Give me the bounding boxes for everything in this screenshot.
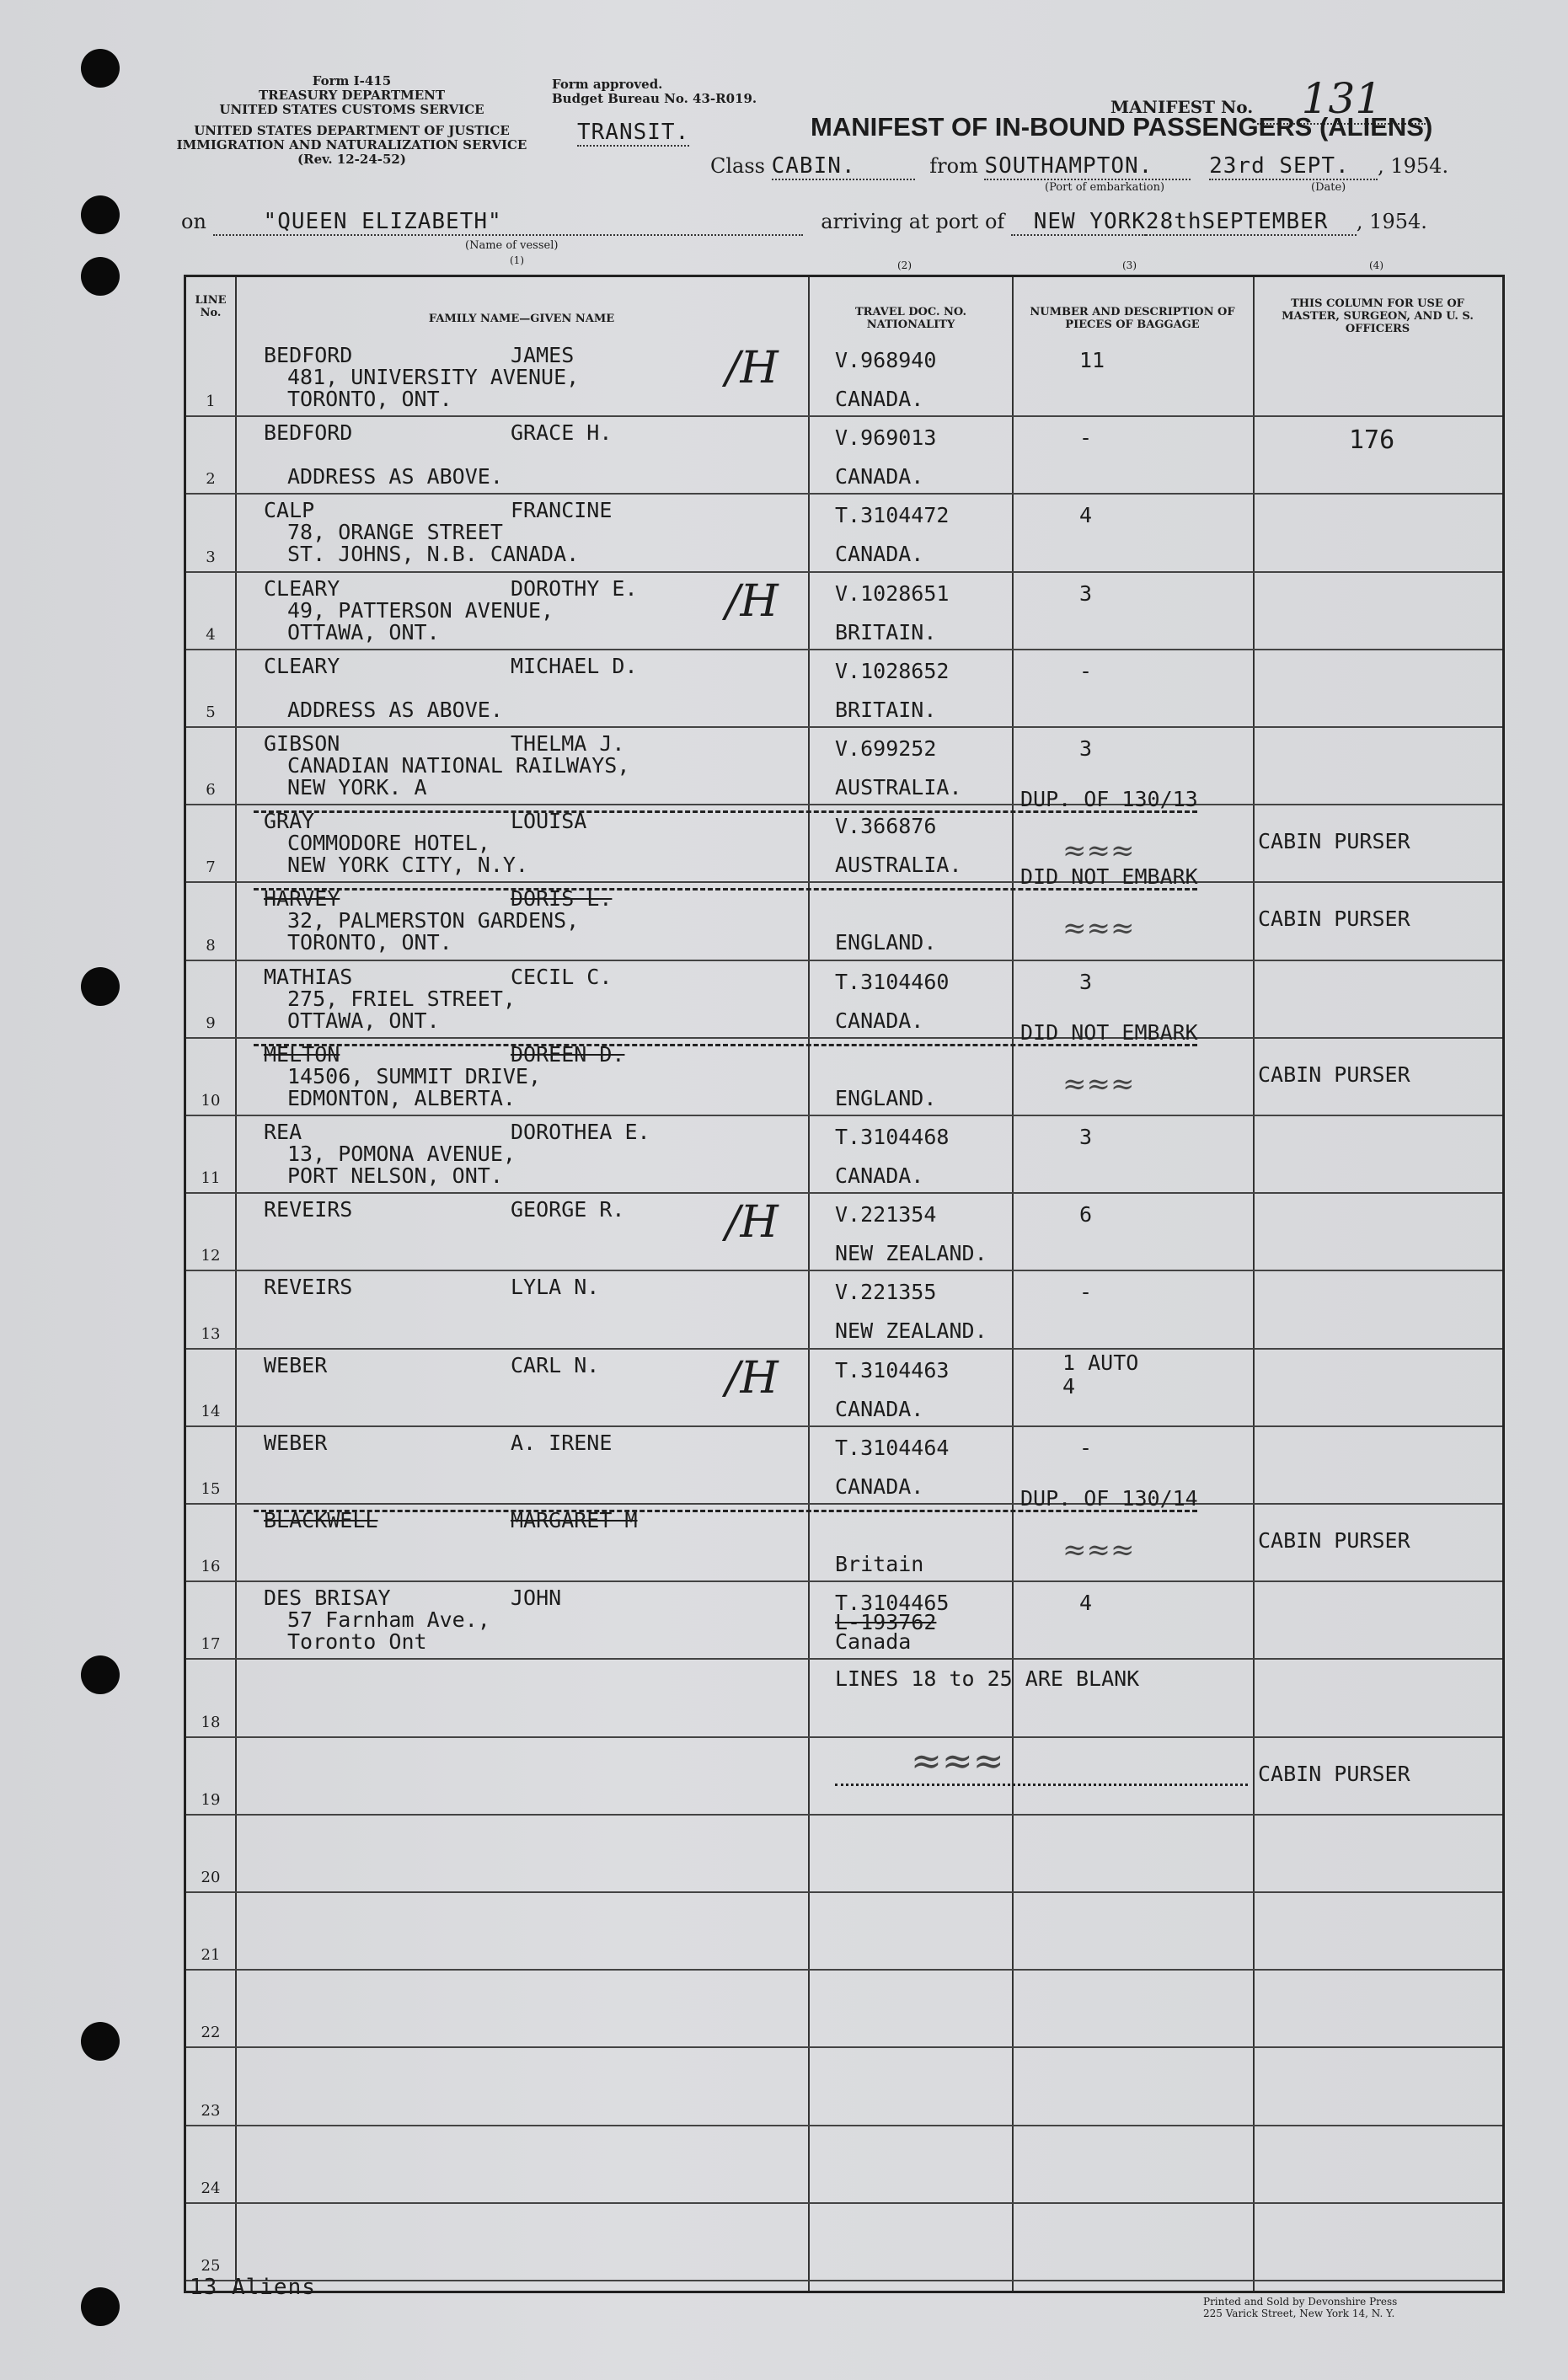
approval-block [552, 78, 757, 106]
form-approved: Form approved. [552, 77, 663, 92]
baggage: DUP. OF 130/13 [1020, 787, 1198, 812]
table-row [186, 1736, 1502, 1816]
baggage: DUP. OF 130/14 [1020, 1486, 1198, 1511]
address-line-1: 49, PATTERSON AVENUE, [287, 597, 554, 623]
travel-doc-number: V.366876 [835, 814, 937, 839]
given-name: A. IRENE [511, 1430, 613, 1455]
nationality: CANADA. [835, 1473, 924, 1499]
baggage: 11 [1079, 348, 1105, 372]
address-line-2: ADDRESS AS ABOVE. [287, 697, 503, 722]
nationality: AUSTRALIA. [835, 775, 962, 800]
table-row [186, 2046, 1502, 2126]
family-name: BEDFORD [264, 420, 353, 446]
given-name: GRACE H. [511, 420, 613, 446]
date-caption: (Date) [1311, 181, 1346, 194]
given-name: DOROTHY E. [511, 575, 638, 601]
line-number: 8 [206, 936, 216, 955]
given-name: LYLA N. [511, 1275, 600, 1300]
binder-hole [81, 195, 120, 234]
from-label: from [929, 154, 978, 178]
travel-doc-number: V.968940 [835, 348, 937, 372]
signature-dotted-line [835, 1784, 1248, 1786]
officer-note: CABIN PURSER [1258, 1062, 1410, 1087]
line-number: 15 [201, 1479, 221, 1498]
address-line-1: 481, UNIVERSITY AVENUE, [287, 365, 580, 389]
embarkation-year: , 1954. [1378, 154, 1449, 178]
travel-doc-number: T.3104463 [835, 1357, 950, 1383]
family-name: GRAY [264, 809, 315, 834]
binder-hole [81, 2287, 120, 2326]
address-line-2: PORT NELSON, ONT. [287, 1163, 503, 1188]
family-name: MATHIAS [264, 964, 353, 989]
table-row [186, 649, 1502, 728]
baggage: DID NOT EMBARK [1020, 864, 1198, 890]
address-line-1: COMMODORE HOTEL, [287, 831, 490, 856]
baggage: - [1079, 1435, 1093, 1460]
cancel-dashed-line [254, 810, 1197, 813]
line-number: 10 [201, 1091, 221, 1110]
ins-service: IMMIGRATION AND NATURALIZATION SERVICE [176, 137, 527, 152]
line-number: 7 [206, 858, 216, 877]
line-number: 11 [201, 1169, 221, 1188]
check-mark: /H [725, 1197, 779, 1249]
line-number: 16 [201, 1558, 221, 1576]
form-agency-block [173, 74, 531, 167]
nationality: NEW ZEALAND. [835, 1318, 987, 1344]
baggage: - [1079, 658, 1093, 683]
table-row [186, 1425, 1502, 1505]
arrival-date: 28thSEPTEMBER [1146, 209, 1357, 236]
alien-count: 13 Aliens [190, 2275, 316, 2300]
officer-note: 176 [1349, 425, 1395, 456]
line-number: 14 [201, 1402, 221, 1420]
line-number: 20 [201, 1868, 221, 1886]
given-name: DORIS L. [511, 886, 613, 912]
purser-signature: ≈≈≈ [1062, 1067, 1135, 1101]
travel-doc-secondary: L-193762 [835, 1610, 937, 1635]
line-number: 4 [206, 625, 216, 644]
nationality: Britain [835, 1552, 924, 1576]
revision: (Rev. 12-24-52) [297, 152, 406, 167]
purser-signature: ≈≈≈ [1062, 912, 1135, 946]
embarkation-date: 23rd SEPT. [1209, 153, 1378, 180]
vessel-line [181, 209, 1427, 236]
address-line-1: CANADIAN NATIONAL RAILWAYS, [287, 753, 630, 778]
printer-imprint [1203, 2296, 1397, 2319]
nationality: Canada [835, 1629, 912, 1655]
binder-hole [81, 1655, 120, 1694]
nationality: CANADA. [835, 387, 924, 411]
address-line-2: NEW YORK CITY, N.Y. [287, 853, 528, 878]
class-line [710, 153, 1448, 180]
line-number: 17 [201, 1635, 221, 1654]
given-name: JOHN [511, 1586, 562, 1611]
cancel-dashed-line [254, 888, 1197, 890]
officer-note: CABIN PURSER [1258, 1761, 1410, 1786]
customs-service: UNITED STATES CUSTOMS SERVICE [219, 102, 484, 117]
family-name: DES BRISAY [264, 1586, 391, 1611]
table-row [186, 1115, 1502, 1194]
address-line-2: OTTAWA, ONT. [287, 619, 440, 644]
address-line-2: Toronto Ont [287, 1629, 427, 1655]
address-line-2: EDMONTON, ALBERTA. [287, 1085, 516, 1110]
header-baggage: NUMBER AND DESCRIPTION OF PIECES OF BAGGAGE [1030, 306, 1235, 331]
family-name: BLACKWELL [264, 1508, 378, 1532]
address-line-1: 78, ORANGE STREET [287, 520, 503, 545]
binder-hole [81, 49, 120, 88]
header-line-no: LINE No. [195, 294, 227, 319]
line-number: 1 [206, 393, 216, 411]
table-row [186, 571, 1502, 650]
line-number: 25 [201, 2256, 221, 2275]
family-name: GIBSON [264, 731, 340, 756]
table-row [186, 415, 1502, 495]
table-row [186, 1658, 1502, 1737]
purser-signature: ≈≈≈ [1062, 834, 1135, 869]
line-number: 21 [201, 1946, 221, 1965]
given-name: CECIL C. [511, 964, 613, 989]
manifest-title: MANIFEST OF IN-BOUND PASSENGERS (ALIENS) [811, 112, 1433, 142]
line-number: 24 [201, 2179, 221, 2197]
travel-doc-number: V.1028652 [835, 658, 950, 683]
officer-note: CABIN PURSER [1258, 907, 1410, 932]
line-number: 12 [201, 1247, 221, 1265]
travel-doc-number: T.3104472 [835, 503, 950, 528]
arrival-port: NEW YORK [1011, 209, 1146, 236]
arrival-year: , 1954. [1356, 210, 1427, 233]
passenger-table [184, 275, 1505, 2293]
given-name: CARL N. [511, 1352, 600, 1377]
class-label: Class [710, 154, 765, 178]
given-name: GEORGE R. [511, 1197, 625, 1222]
line-number: 22 [201, 2024, 221, 2042]
header-name: FAMILY NAME—GIVEN NAME [428, 313, 615, 325]
col1-number: (1) [510, 254, 524, 266]
nationality: CANADA. [835, 1396, 924, 1421]
nationality: CANADA. [835, 1008, 924, 1033]
line-number: 18 [201, 1713, 221, 1731]
col2-number: (2) [897, 259, 912, 271]
address-line-1: 32, PALMERSTON GARDENS, [287, 908, 580, 933]
travel-doc-number: V.221355 [835, 1280, 937, 1305]
given-name: LOUISA [511, 809, 587, 834]
travel-doc-number: V.1028651 [835, 580, 950, 606]
line-number: 19 [201, 1790, 221, 1809]
travel-doc-number: V.969013 [835, 425, 937, 451]
baggage: 3 [1079, 1125, 1093, 1149]
table-row [186, 493, 1502, 572]
baggage: - [1079, 1280, 1093, 1305]
class-value: CABIN. [772, 153, 915, 180]
line-number: 6 [206, 781, 216, 800]
address-line-2: ADDRESS AS ABOVE. [287, 464, 503, 489]
table-row [186, 2125, 1502, 2204]
baggage: 1 AUTO 4 [1062, 1350, 1139, 1399]
given-name: MARGARET M [511, 1508, 638, 1532]
table-row [186, 338, 1502, 417]
form-number: Form I-415 [312, 73, 392, 88]
address-line-2: OTTAWA, ONT. [287, 1008, 440, 1033]
address-line-2: TORONTO, ONT. [287, 387, 452, 411]
address-line-1: 13, POMONA AVENUE, [287, 1142, 516, 1166]
table-row [186, 1891, 1502, 1971]
family-name: REA [264, 1120, 302, 1144]
cancel-dashed-line [254, 1510, 1197, 1512]
purser-signature: ≈≈≈ [1062, 1533, 1135, 1567]
given-name: DOREEN D. [511, 1041, 625, 1067]
travel-doc-number: T.3104464 [835, 1435, 950, 1460]
embarkation-port: SOUTHAMPTON. [984, 153, 1191, 180]
baggage: 3 [1079, 969, 1093, 994]
family-name: WEBER [264, 1352, 328, 1377]
col3-number: (3) [1122, 259, 1137, 271]
family-name: MELTON [264, 1041, 340, 1067]
header-travel-doc: TRAVEL DOC. NO. NATIONALITY [854, 306, 967, 331]
line-number: 23 [201, 2101, 221, 2120]
on-label: on [181, 210, 206, 233]
family-name: WEBER [264, 1430, 328, 1455]
header-officers: THIS COLUMN FOR USE OF MASTER, SURGEON, AND U. S. OFFICERS [1282, 297, 1474, 335]
line-number: 9 [206, 1014, 216, 1032]
baggage: 6 [1079, 1202, 1093, 1227]
baggage: DID NOT EMBARK [1020, 1019, 1198, 1045]
nationality: CANADA. [835, 464, 924, 489]
vessel-caption: (Name of vessel) [465, 239, 559, 252]
line-number: 13 [201, 1324, 221, 1343]
table-row [186, 1580, 1502, 1660]
given-name: THELMA J. [511, 731, 625, 756]
given-name: JAMES [511, 343, 575, 367]
nationality: ENGLAND. [835, 1085, 937, 1110]
table-row [186, 1270, 1502, 1349]
arriving-label: arriving at port of [821, 210, 1005, 233]
check-mark: /H [725, 1352, 779, 1404]
table-row [186, 1192, 1502, 1271]
nationality: CANADA. [835, 542, 924, 567]
purser-signature: ≈≈≈ [911, 1739, 1004, 1783]
nationality: AUSTRALIA. [835, 853, 962, 878]
family-name: REVEIRS [264, 1197, 353, 1222]
travel-doc-number: T.3104460 [835, 969, 950, 994]
nationality: ENGLAND. [835, 930, 937, 955]
travel-doc-number: T.3104468 [835, 1125, 950, 1149]
address-line-1: 275, FRIEL STREET, [287, 986, 516, 1011]
baggage: 3 [1079, 736, 1093, 761]
nationality: CANADA. [835, 1163, 924, 1188]
travel-doc-number: V.699252 [835, 736, 937, 761]
baggage: - [1079, 425, 1093, 451]
budget-bureau: Budget Bureau No. 43-R019. [552, 91, 757, 106]
manifest-no-label: MANIFEST No. [1110, 97, 1254, 117]
travel-doc-number: V.221354 [835, 1202, 937, 1227]
check-mark: /H [725, 343, 779, 393]
address-line-2: ST. JOHNS, N.B. CANADA. [287, 542, 580, 567]
address-line-2: NEW YORK. A [287, 775, 427, 800]
binder-hole [81, 2022, 120, 2061]
manifest-no-value: 131 [1257, 74, 1426, 125]
family-name: HARVEY [264, 886, 340, 912]
address-line-1: 57 Farnham Ave., [287, 1607, 490, 1633]
binder-hole [81, 967, 120, 1006]
nationality: BRITAIN. [835, 619, 937, 644]
table-row [186, 2202, 1502, 2281]
line-number: 3 [206, 548, 216, 566]
family-name: BEDFORD [264, 343, 353, 367]
given-name: MICHAEL D. [511, 653, 638, 678]
baggage: 3 [1079, 580, 1093, 606]
table-row [186, 1814, 1502, 1893]
line-number: 5 [206, 703, 216, 721]
table-row [186, 726, 1502, 805]
printer-line-2: 225 Varick Street, New York 14, N. Y. [1203, 2308, 1395, 2319]
transit-label: TRANSIT. [577, 120, 690, 145]
check-mark: /H [725, 575, 779, 627]
baggage: 4 [1079, 1591, 1093, 1616]
vessel-name: "QUEEN ELIZABETH" [213, 209, 803, 236]
nationality: NEW ZEALAND. [835, 1241, 987, 1266]
treasury-dept: TREASURY DEPARTMENT [258, 88, 446, 103]
family-name: REVEIRS [264, 1275, 353, 1300]
binder-hole [81, 257, 120, 296]
address-line-1: 14506, SUMMIT DRIVE, [287, 1063, 542, 1088]
family-name: CALP [264, 498, 315, 523]
embark-caption: (Port of embarkation) [1045, 181, 1165, 194]
col4-number: (4) [1369, 259, 1383, 271]
table-row [186, 960, 1502, 1039]
table-row [186, 1348, 1502, 1427]
table-row [186, 1969, 1502, 2048]
baggage: 4 [1079, 503, 1093, 528]
travel-doc-number: T.3104465 [835, 1591, 950, 1616]
given-name: DOROTHEA E. [511, 1120, 650, 1144]
travel-doc-number: LINES 18 to 25 ARE BLANK [835, 1666, 1140, 1692]
given-name: FRANCINE [511, 498, 613, 523]
family-name: CLEARY [264, 575, 340, 601]
nationality: BRITAIN. [835, 697, 937, 722]
printer-line-1: Printed and Sold by Devonshire Press [1203, 2296, 1398, 2308]
cancel-dashed-line [254, 1044, 1197, 1046]
line-number: 2 [206, 470, 216, 489]
officer-note: CABIN PURSER [1258, 829, 1410, 854]
address-line-2: TORONTO, ONT. [287, 930, 452, 955]
officer-note: CABIN PURSER [1258, 1528, 1410, 1553]
family-name: CLEARY [264, 653, 340, 678]
justice-dept: UNITED STATES DEPARTMENT OF JUSTICE [194, 123, 510, 138]
